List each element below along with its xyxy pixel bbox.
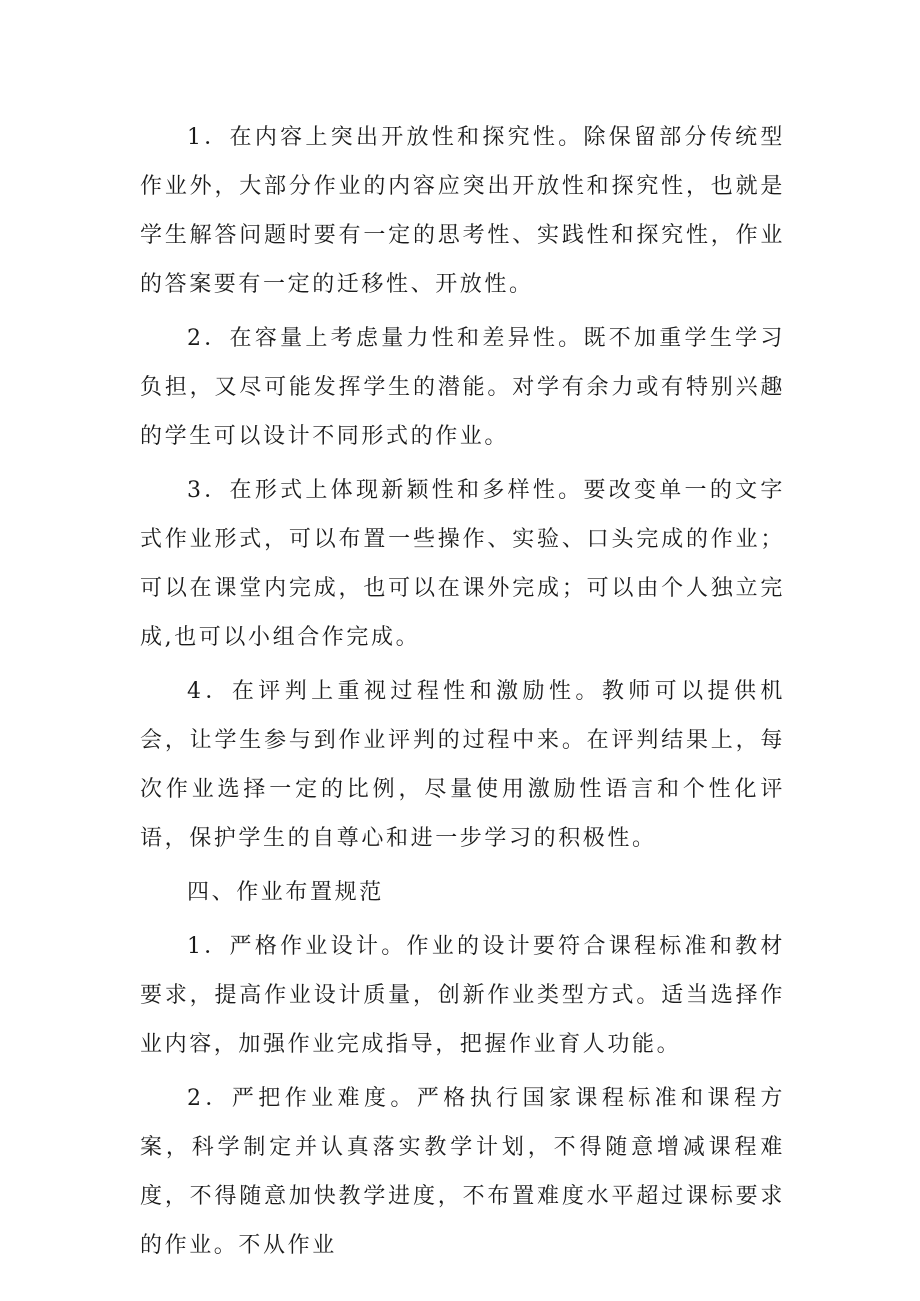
paragraph-strict-design: 1．严格作业设计。作业的设计要符合课程标准和教材要求，提高作业设计质量，创新作业类型方式。适当选择作业内容，加强作业完成指导，把握作业育人功能。 — [140, 934, 785, 1057]
document-body — [140, 113, 785, 1275]
paragraph-evaluation-incentive: 4．在评判上重视过程性和激励性。教师可以提供机会，让学生参与到作业评判的过程中来。在评判结果上，每次作业选择一定的比例，尽量使用激励性语言和个性化评语，保护学生的自尊心和进一步学习的积极性。 — [140, 679, 785, 851]
paragraph-capacity-differentiation: 2．在容量上考虑量力性和差异性。既不加重学生学习负担，又尽可能发挥学生的潜能。对学有余力或有特别兴趣的学生可以设计不同形式的作业。 — [140, 326, 785, 449]
paragraph-form-diversity: 3．在形式上体现新颖性和多样性。要改变单一的文字式作业形式，可以布置一些操作、实验、口头完成的作业；可以在课堂内完成，也可以在课外完成；可以由个人独立完成,也可以小组合作完成。 — [140, 478, 785, 650]
paragraph-strict-difficulty: 2．严把作业难度。严格执行国家课程标准和课程方案，科学制定并认真落实教学计划，不得随意增减课程难度，不得随意加快教学进度，不布置难度水平超过课标要求的作业。不从作业 — [140, 1086, 785, 1258]
paragraph-content-openness: 1．在内容上突出开放性和探究性。除保留部分传统型作业外，大部分作业的内容应突出开放性和探究性，也就是学生解答问题时要有一定的思考性、实践性和探究性，作业的答案要有一定的迁移性、开放性。 — [140, 125, 785, 297]
section-heading: 四、作业布置规范 — [187, 880, 384, 905]
